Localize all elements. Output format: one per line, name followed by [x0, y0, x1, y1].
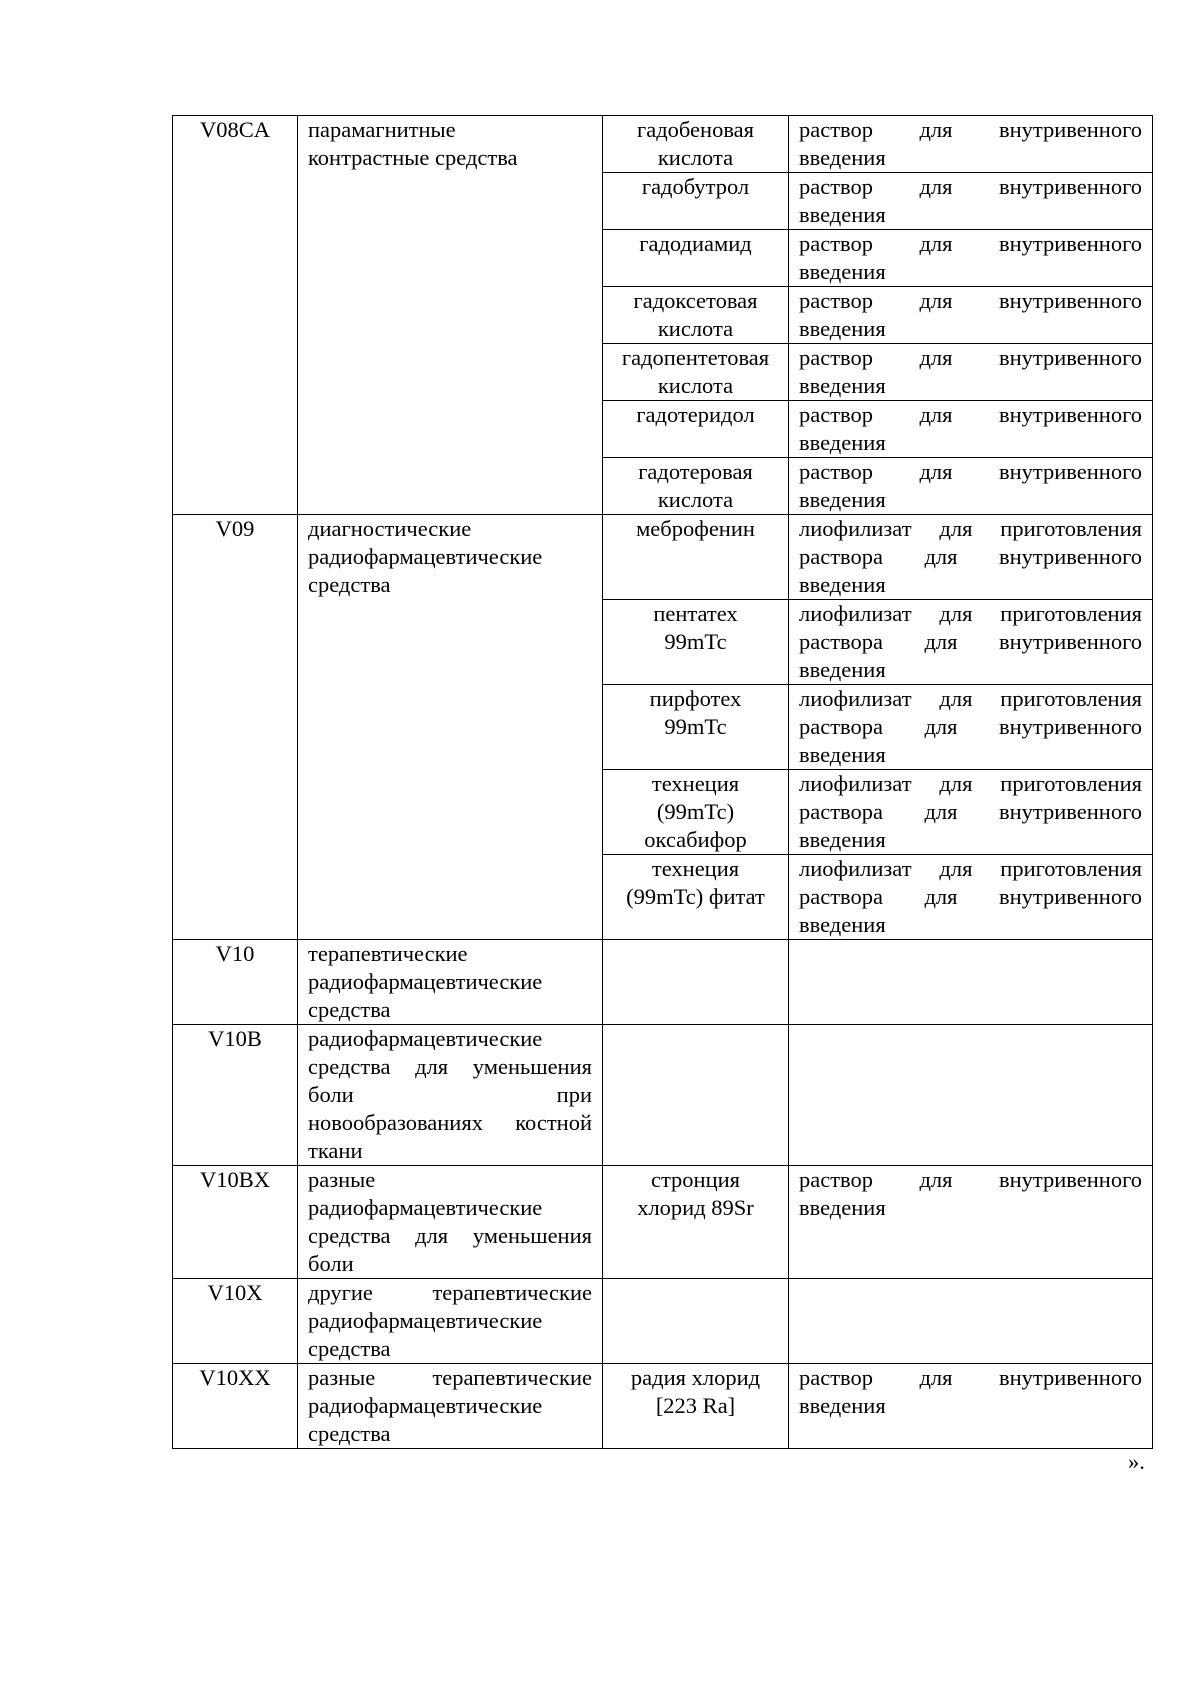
drug-name: гадотеровая кислота	[603, 458, 789, 515]
dosage-form: лиофилизат для приготовления раствора для внутривенного введения	[789, 600, 1153, 685]
table-row	[173, 1025, 1153, 1166]
dosage-form: лиофилизат для приготовления раствора для внутривенного введения	[789, 515, 1153, 600]
atc-code: V08CA	[173, 116, 298, 515]
drug-name: гадоксетовая кислота	[603, 287, 789, 344]
atc-code: V10BX	[173, 1166, 298, 1279]
atc-code: V10	[173, 940, 298, 1025]
group-name: терапевтические радиофармацевтические средства	[298, 940, 603, 1025]
dosage-form: раствор для внутривенного введения	[789, 1364, 1153, 1449]
group-name: парамагнитные контрастные средства	[298, 116, 603, 515]
drug-name: радия хлорид [223 Ra]	[603, 1364, 789, 1449]
table-row	[173, 116, 1153, 173]
atc-code: V10XX	[173, 1364, 298, 1449]
drug-name: гадобеновая кислота	[603, 116, 789, 173]
atc-code: V10X	[173, 1279, 298, 1364]
table-row	[173, 1279, 1153, 1364]
dosage-form-empty	[789, 1279, 1153, 1364]
drug-name-empty	[603, 1025, 789, 1166]
dosage-form: раствор для внутривенного введения	[789, 401, 1153, 458]
table-row	[173, 515, 1153, 600]
dosage-form-empty	[789, 1025, 1153, 1166]
table-row	[173, 1166, 1153, 1279]
drug-name: пирфотех 99mTc	[603, 685, 789, 770]
dosage-form: лиофилизат для приготовления раствора для внутривенного введения	[789, 770, 1153, 855]
group-name: радиофармацевтические средства для уменьшения боли при новообразованиях костной ткани	[298, 1025, 603, 1166]
dosage-form: раствор для внутривенного введения	[789, 173, 1153, 230]
atc-code: V10B	[173, 1025, 298, 1166]
dosage-form: лиофилизат для приготовления раствора для внутривенного введения	[789, 855, 1153, 940]
table-row	[173, 940, 1153, 1025]
closing-quote: ».	[1128, 1449, 1145, 1474]
drug-classification-table	[172, 115, 1153, 1449]
dosage-form: раствор для внутривенного введения	[789, 344, 1153, 401]
dosage-form: раствор для внутривенного введения	[789, 116, 1153, 173]
drug-name: стронция хлорид 89Sr	[603, 1166, 789, 1279]
drug-name: пентатех 99mTc	[603, 600, 789, 685]
group-name: диагностические радиофармацевтические средства	[298, 515, 603, 940]
drug-name: гадопентетовая кислота	[603, 344, 789, 401]
drug-name: гадобутрол	[603, 173, 789, 230]
atc-code: V09	[173, 515, 298, 940]
drug-name: гадодиамид	[603, 230, 789, 287]
drug-name: меброфенин	[603, 515, 789, 600]
table-row	[173, 1364, 1153, 1449]
drug-name-empty	[603, 1279, 789, 1364]
dosage-form: раствор для внутривенного введения	[789, 287, 1153, 344]
dosage-form: раствор для внутривенного введения	[789, 458, 1153, 515]
dosage-form-empty	[789, 940, 1153, 1025]
group-name: разные радиофармацевтические средства для уменьшения боли	[298, 1166, 603, 1279]
drug-name: технеция (99mTc) оксабифор	[603, 770, 789, 855]
dosage-form: раствор для внутривенного введения	[789, 230, 1153, 287]
drug-name-empty	[603, 940, 789, 1025]
dosage-form: лиофилизат для приготовления раствора для внутривенного введения	[789, 685, 1153, 770]
group-name: разные терапевтические радиофармацевтические средства	[298, 1364, 603, 1449]
group-name: другие терапевтические радиофармацевтические средства	[298, 1279, 603, 1364]
dosage-form: раствор для внутривенного введения	[789, 1166, 1153, 1279]
drug-name: гадотеридол	[603, 401, 789, 458]
drug-name: технеция (99mTc) фитат	[603, 855, 789, 940]
